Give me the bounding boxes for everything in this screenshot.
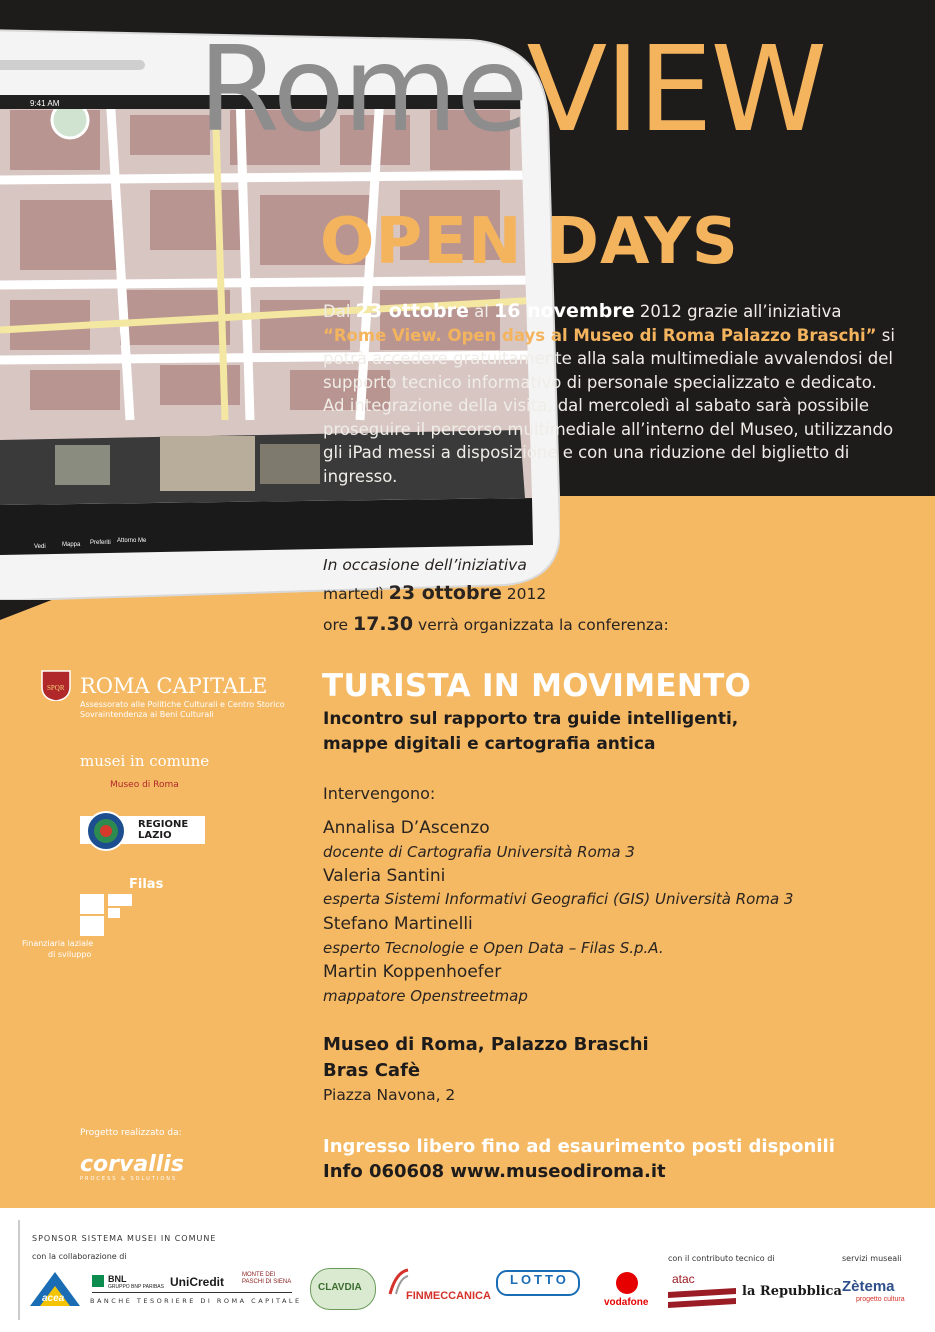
status-time: 9:41 AM bbox=[30, 99, 60, 108]
unicredit-logo: UniCredit bbox=[170, 1275, 224, 1289]
conference-intro: In occasione dell’iniziativa bbox=[323, 556, 527, 574]
info-line: Info 060608 www.museodiroma.it bbox=[323, 1161, 666, 1182]
intro-text: si potrà accedere gratuitamente alla sala multimediale avvalendosi del supporto tecnico informativo di personale specializzato e dedicato. Ad integrazione della visita, dal mercoledì al sabato sarà possibile proseguire il percorso multimediale all’interno del Museo, utilizzando gli iPad messi a disposizione e con una riduzione del biglietto di ingresso. bbox=[323, 325, 895, 486]
speaker-name: Annalisa D’Ascenzo bbox=[323, 818, 490, 838]
acea-logo-icon bbox=[30, 1270, 80, 1310]
rome-view-logo bbox=[198, 20, 826, 158]
bnl-star-icon bbox=[92, 1275, 104, 1287]
zetema-subtitle: progetto cultura bbox=[856, 1296, 905, 1303]
conference-date-text: martedì bbox=[323, 585, 389, 603]
conference-date-year: 2012 bbox=[501, 585, 547, 603]
conference-time bbox=[323, 613, 669, 635]
finmeccanica-logo: FINMECCANICA bbox=[406, 1290, 491, 1302]
speakers-heading: Intervengono: bbox=[323, 784, 436, 803]
intro-text: 2012 grazie all’iniziativa bbox=[634, 302, 842, 321]
venue-address: Piazza Navona, 2 bbox=[323, 1086, 456, 1104]
open-days-title: OPEN DAYS bbox=[320, 205, 739, 279]
speaker-role: esperto Tecnologie e Open Data – Filas S.p.A. bbox=[323, 939, 664, 957]
sponsor-title: SPONSOR SISTEMA MUSEI IN COMUNE bbox=[32, 1234, 217, 1243]
conference-subtitle bbox=[323, 707, 843, 757]
venue-name: Museo di Roma, Palazzo Braschi bbox=[323, 1034, 649, 1055]
filas-logo-text: Filas bbox=[129, 877, 164, 892]
claudia-logo: CLAVDIA bbox=[318, 1282, 362, 1293]
vodafone-logo: vodafone bbox=[604, 1297, 649, 1308]
speaker-name: Martin Koppenhoefer bbox=[323, 962, 502, 982]
collaboration-label: con la collaborazione di bbox=[32, 1252, 127, 1261]
roma-capitale-subtitle: Sovraintendenza ai Beni Culturali bbox=[80, 710, 214, 719]
intro-highlight: “Rome View. Open days al Museo di Roma Palazzo Braschi” bbox=[323, 325, 877, 345]
phone-tab-preferiti: Preferiti bbox=[90, 540, 111, 546]
sponsor-footer bbox=[0, 1208, 935, 1332]
venue-cafe: Bras Cafè bbox=[323, 1060, 421, 1081]
project-by-label: Progetto realizzato da: bbox=[80, 1128, 182, 1138]
speaker-name: Valeria Santini bbox=[323, 866, 446, 886]
filas-logo-mark-icon bbox=[80, 894, 134, 936]
conference-subtitle-line: mappe digitali e cartografia antica bbox=[323, 734, 656, 754]
roma-capitale-logo: ROMA CAPITALE bbox=[80, 674, 268, 698]
regione-label: REGIONE bbox=[138, 819, 189, 830]
zetema-logo: Zètema bbox=[842, 1278, 895, 1295]
museum-services-label: servizi museali bbox=[842, 1254, 902, 1263]
roma-capitale-crest-icon bbox=[40, 667, 72, 701]
regione-lazio-text bbox=[138, 819, 188, 841]
banche-rule bbox=[92, 1292, 292, 1293]
intro-paragraph bbox=[323, 300, 903, 488]
atac-logo: atac bbox=[672, 1272, 695, 1286]
intro-date-end: 16 novembre bbox=[494, 300, 635, 322]
bnl-logo: BNL bbox=[108, 1274, 127, 1284]
la-repubblica-logo: la Repubblica bbox=[742, 1284, 842, 1299]
lazio-label: LAZIO bbox=[138, 830, 172, 841]
footer-divider bbox=[18, 1220, 20, 1320]
brand-rome: Rome bbox=[198, 20, 527, 158]
corvallis-tagline: PROCESS & SOLUTIONS bbox=[80, 1176, 178, 1182]
atac-mark-icon bbox=[668, 1288, 736, 1312]
musei-in-comune-logo: musei in comune bbox=[80, 752, 210, 770]
filas-subtitle: Finanziaria laziale bbox=[22, 939, 94, 948]
conference-title: TURISTA IN MOVIMENTO bbox=[322, 668, 752, 704]
intro-text: al bbox=[468, 302, 495, 321]
vodafone-logo-icon bbox=[616, 1272, 638, 1294]
monte-paschi-logo: MONTE DEI PASCHI DI SIENA bbox=[242, 1272, 292, 1285]
corvallis-logo: corvallis bbox=[80, 1152, 184, 1177]
conference-time-text: verrà organizzata la conferenza: bbox=[413, 616, 669, 634]
entry-note: Ingresso libero fino ad esaurimento posti disponili bbox=[323, 1136, 835, 1157]
conference-time-text: ore bbox=[323, 616, 353, 634]
brand-view: VIEW bbox=[526, 20, 826, 158]
intro-date-start: 23 ottobre bbox=[355, 300, 469, 322]
filas-subtitle: di sviluppo bbox=[48, 950, 92, 959]
speaker-role: docente di Cartografia Università Roma 3 bbox=[323, 843, 635, 861]
banche-tesoriere-label: BANCHE TESORIERE DI ROMA CAPITALE bbox=[90, 1297, 302, 1305]
technical-contribution-label: con il contributo tecnico di bbox=[668, 1254, 775, 1263]
phone-tab-mappa: Mappa bbox=[62, 542, 81, 548]
bnl-subtitle: GRUPPO BNP PARIBAS bbox=[108, 1284, 164, 1290]
acea-logo: acea bbox=[42, 1293, 65, 1304]
conference-time-bold: 17.30 bbox=[352, 613, 414, 635]
phone-tab-attorno: Attorno Me bbox=[117, 538, 147, 544]
speaker-name: Stefano Martinelli bbox=[323, 914, 473, 934]
speaker-role: mappatore Openstreetmap bbox=[323, 987, 528, 1005]
conference-subtitle-line: Incontro sul rapporto tra guide intelligenti, bbox=[323, 709, 739, 729]
roma-capitale-subtitle: Assessorato alle Politiche Culturali e Centro Storico bbox=[80, 700, 285, 709]
lotto-logo: LOTTO bbox=[510, 1272, 569, 1287]
regione-lazio-emblem-icon bbox=[84, 810, 128, 852]
conference-date bbox=[323, 582, 546, 604]
svg-text:SPQR: SPQR bbox=[47, 684, 65, 692]
speaker-role: esperta Sistemi Informativi Geografici (GIS) Università Roma 3 bbox=[323, 890, 794, 908]
intro-text: Dal bbox=[323, 302, 356, 321]
museo-di-roma-label: Museo di Roma bbox=[110, 780, 179, 790]
conference-date-bold: 23 ottobre bbox=[388, 582, 502, 604]
phone-tab-vedi: Vedi bbox=[34, 544, 46, 550]
